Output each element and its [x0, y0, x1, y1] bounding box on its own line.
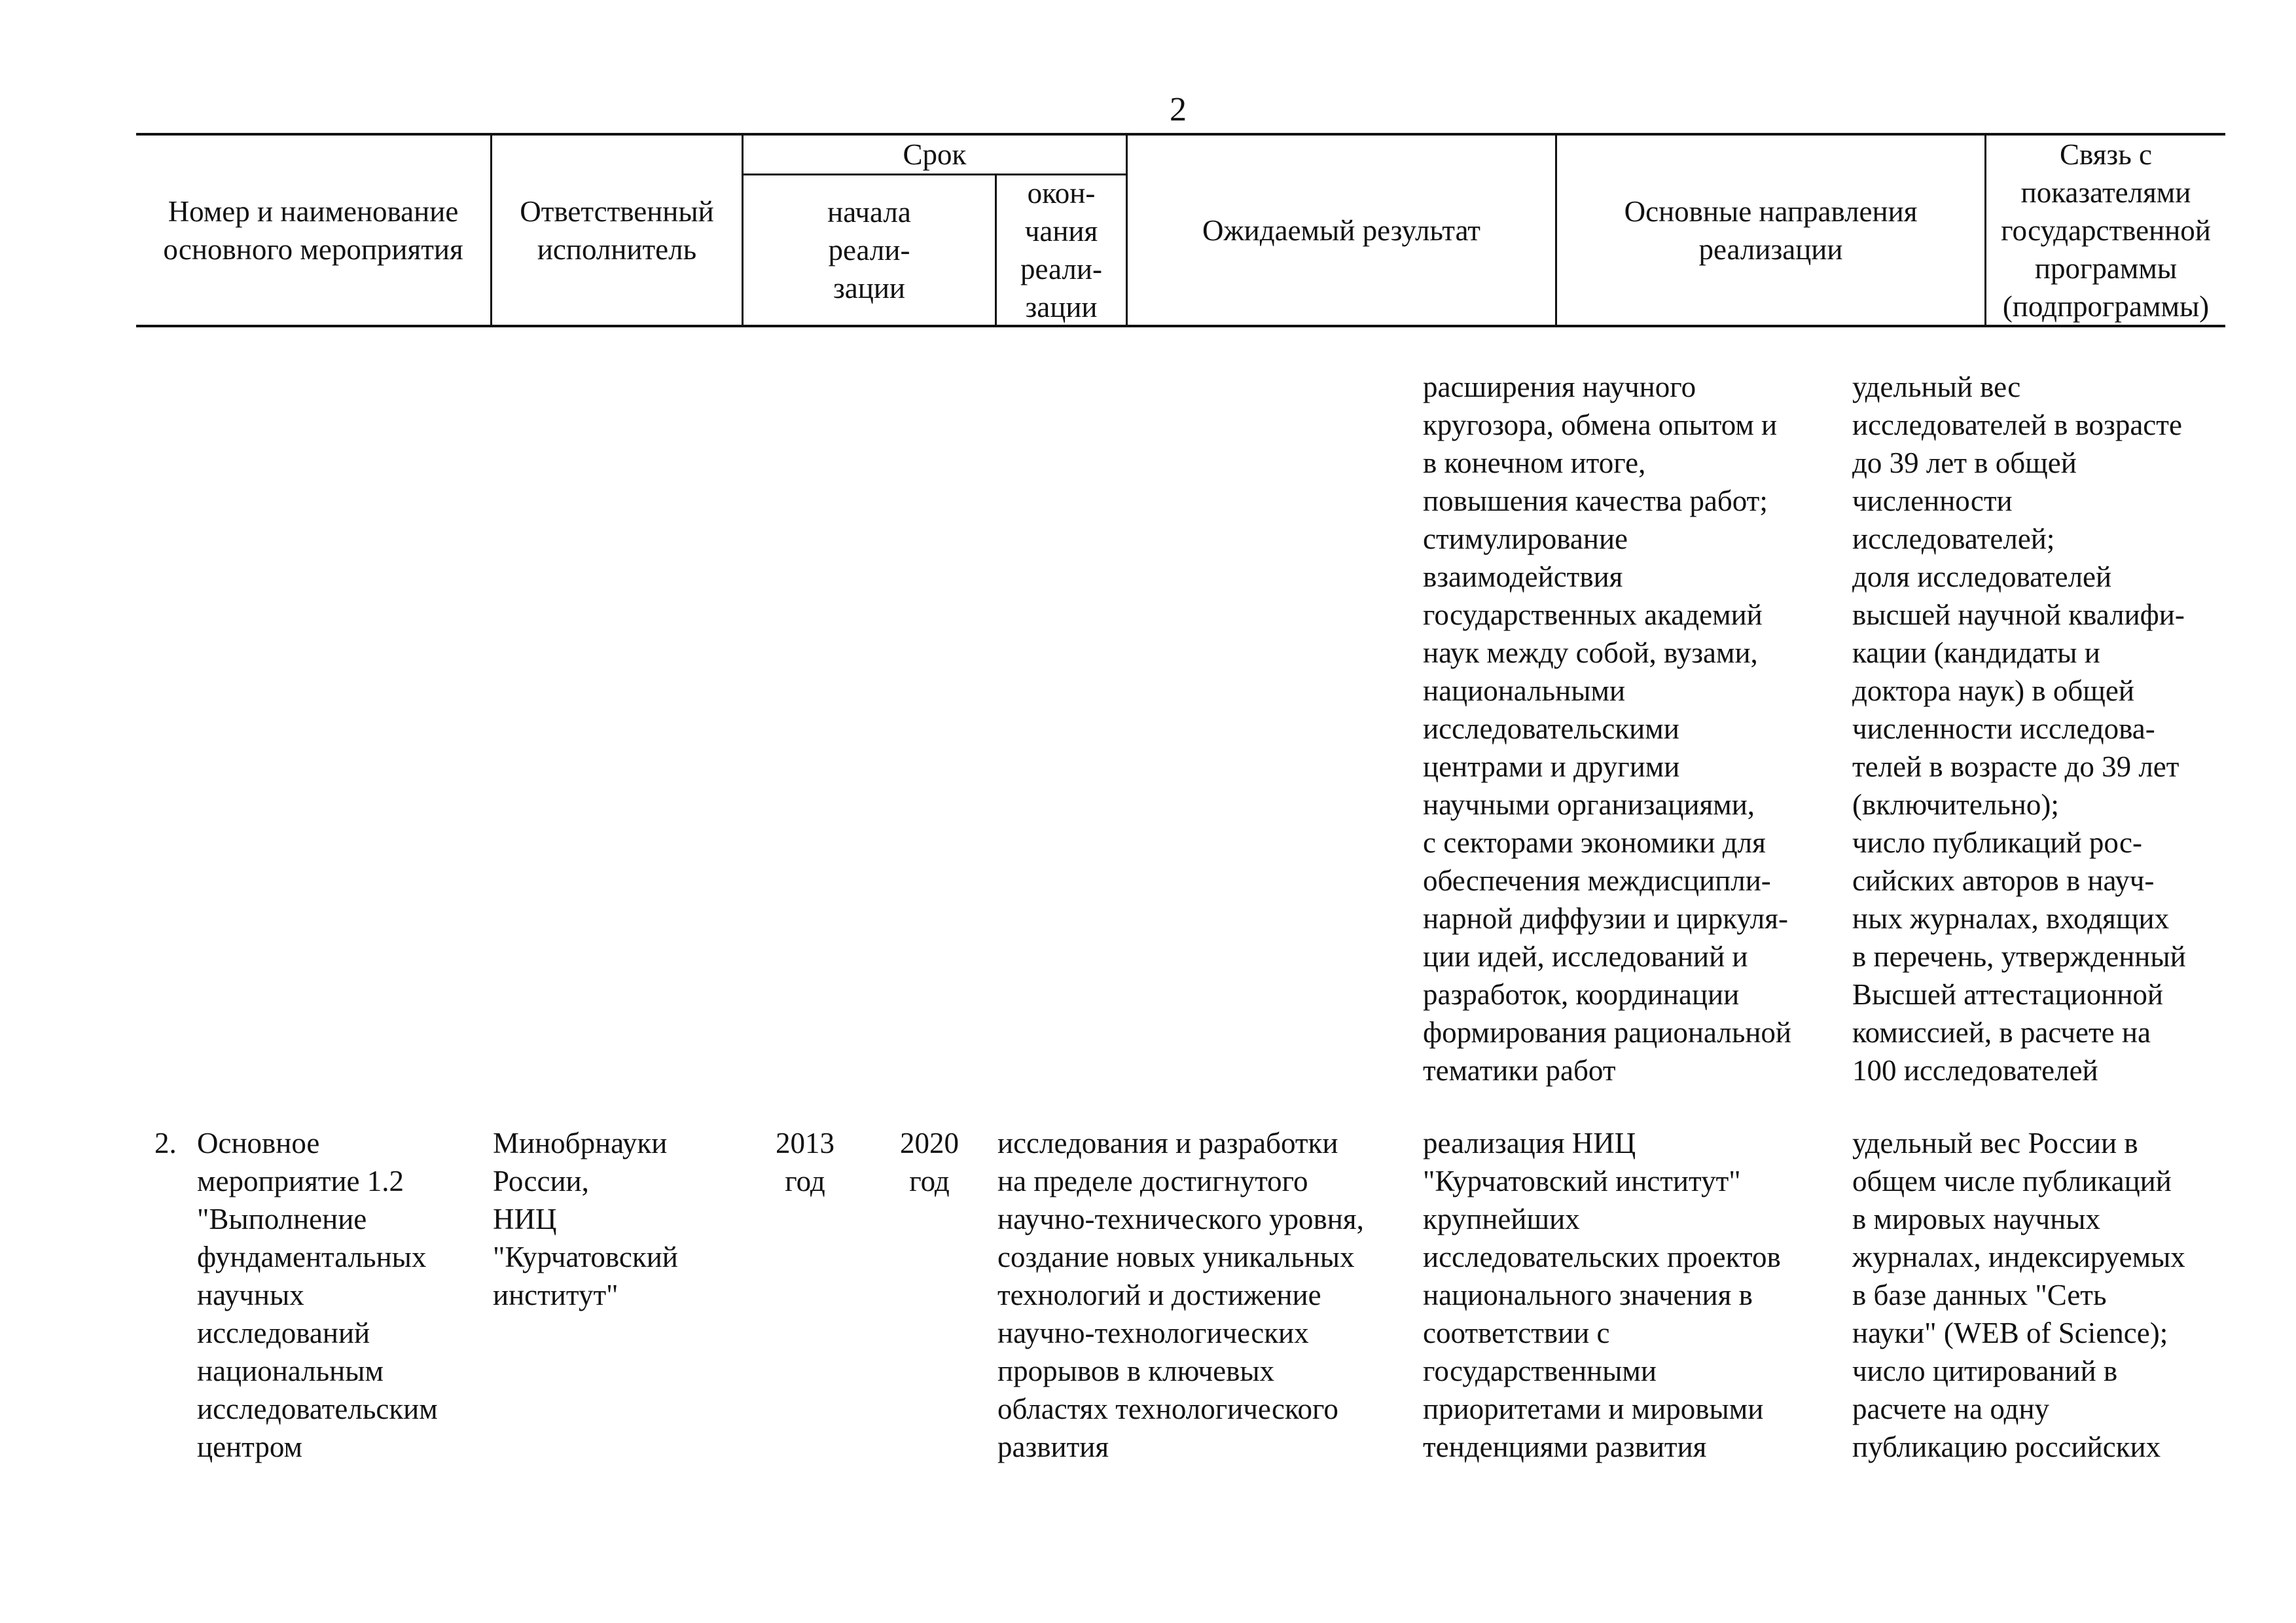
header-col-indicators: Связь с показателями государственной программы (подпрограммы) [2001, 137, 2211, 323]
row-responsible: Минобрнауки России, НИЦ "Курчатовский институт" [493, 1127, 678, 1311]
header-col-expected-result: Ожидаемый результат [1202, 213, 1480, 247]
header-col-srok: Срок [903, 138, 967, 171]
header-col-directions: Основные направления реализации [1624, 194, 1918, 266]
header-col-number-name: Номер и наименование основного мероприятия [163, 194, 463, 266]
row-number: 2. [154, 1127, 177, 1159]
continuation-directions: расширения научного кругозора, обмена опытом и в конечном итоге, повышения качества работ; стимулирование взаимодействия государственных академий наук между собой, вузами, национальными исследовательскими центрами и другими научными организациями, с секторами экономики для обеспечения междисципли- нарной диффузии и циркуля- ции идей, исследований и разработок, координации формирования рациональной тематики работ [1423, 371, 1792, 1087]
header-col-responsible: Ответственный исполнитель [520, 194, 714, 266]
row-start-year: 2013 год [776, 1127, 834, 1197]
row-activity-name: Основное мероприятие 1.2 "Выполнение фундаментальных научных исследований национальным исследовательским центром [197, 1127, 438, 1463]
header-col-srok-end: окон- чания реали- зации [1020, 177, 1102, 323]
row-directions: реализация НИЦ "Курчатовский институт" крупнейших исследовательских проектов национального значения в соответствии с государственными приоритетами и мировыми тенденциями развития [1423, 1127, 1781, 1463]
table-header [136, 133, 2225, 327]
row-expected-result: исследования и разработки на пределе достигнутого научно-технического уровня, создание новых уникальных технологий и достижение научно-технологических прорывов в ключевых областях технологического развития [997, 1127, 1364, 1463]
header-col-srok-start: начала реали- зации [827, 196, 911, 304]
continuation-indicators: удельный вес исследователей в возрасте до 39 лет в общей численности исследователей; доля исследователей высшей научной квалифи- кации (кандидаты и доктора наук) в общей численности исследова- телей в возрасте до 39 лет (включительно); число публикаций рос- сийских авторов в науч- ных журналах, входящих в перечень, утвержденный Высшей аттестационной комиссией, в расчете на 100 исследователей [1852, 371, 2186, 1087]
page-number: 2 [1170, 91, 1187, 128]
row-indicators: удельный вес России в общем числе публикаций в мировых научных журналах, индексируемых в базе данных "Сеть науки" (WEB of Science); число цитирований в расчете на одну публикацию российских [1852, 1127, 2185, 1463]
row-end-year: 2020 год [900, 1127, 959, 1197]
